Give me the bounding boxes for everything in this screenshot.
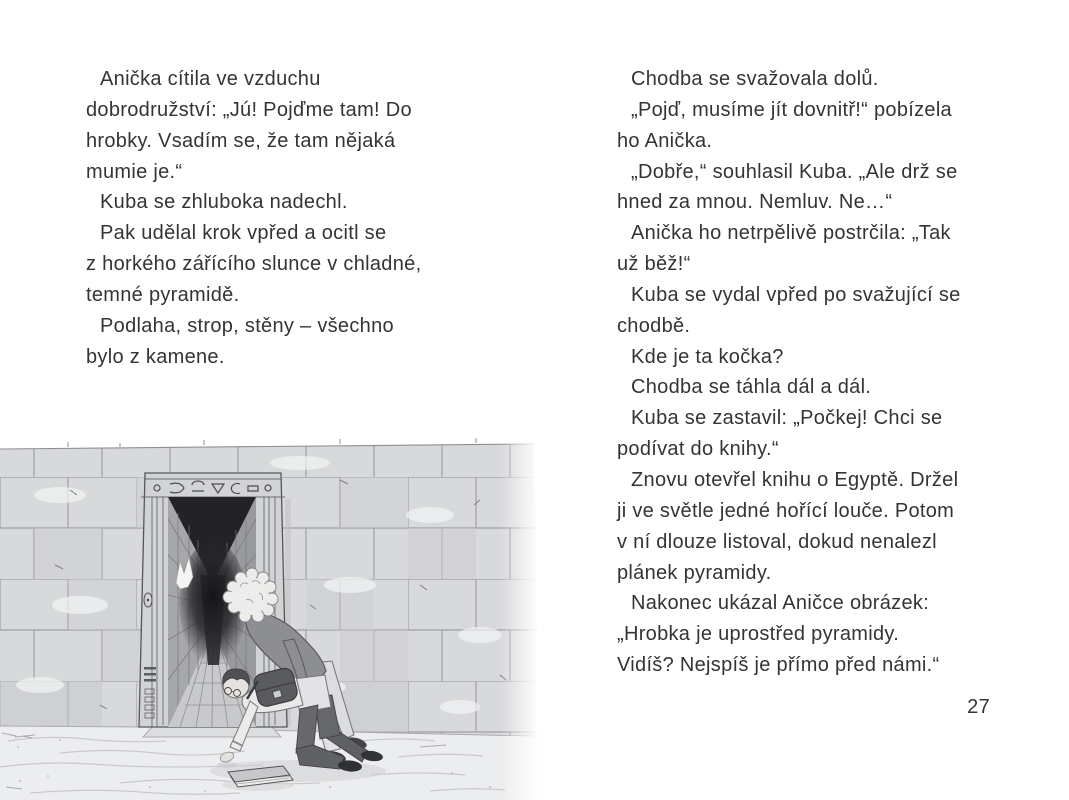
text-line: Kde je ta kočka? bbox=[631, 345, 784, 368]
text-line: Kuba se zhluboka nadechl. bbox=[100, 191, 348, 214]
text-line: už běž!“ bbox=[617, 253, 691, 276]
text-line: Podlaha, strop, stěny – všechno bbox=[100, 314, 394, 337]
text-line: ji ve světle jedné hořící louče. Potom bbox=[617, 499, 955, 522]
illustration-fade bbox=[500, 435, 540, 800]
text-line: chodbě. bbox=[617, 314, 691, 337]
text-line: bylo z kamene. bbox=[86, 345, 225, 368]
text-line: Pak udělal krok vpřed a ocitl se bbox=[100, 222, 387, 245]
text-line: v ní dlouze listoval, dokud nenalezl bbox=[617, 530, 937, 553]
text-line: plánek pyramidy. bbox=[617, 561, 772, 584]
left-text-column bbox=[86, 64, 556, 372]
text-line: mumie je.“ bbox=[86, 160, 183, 183]
text-line: Anička ho netrpělivě postrčila: „Tak bbox=[631, 222, 951, 245]
pyramid-illustration bbox=[0, 435, 540, 800]
text-line: Vidíš? Nejspíš je přímo před námi.“ bbox=[617, 654, 940, 677]
page-number: 27 bbox=[967, 696, 990, 718]
text-line: Anička cítila ve vzduchu bbox=[100, 68, 321, 90]
text-line: Znovu otevřel knihu o Egyptě. Držel bbox=[631, 468, 959, 491]
text-line: hrobky. Vsadím se, že tam nějaká bbox=[86, 129, 396, 152]
text-line: „Pojď, musíme jít dovnitř!“ pobízela bbox=[631, 98, 952, 121]
text-line: Chodba se svažovala dolů. bbox=[631, 68, 879, 90]
text-line: „Dobře,“ souhlasil Kuba. „Ale drž se bbox=[631, 160, 958, 183]
text-line: ho Anička. bbox=[617, 129, 713, 152]
right-text-column bbox=[617, 64, 997, 681]
text-line: hned za mnou. Nemluv. Ne…“ bbox=[617, 191, 893, 214]
text-line: Kuba se vydal vpřed po svažující se bbox=[631, 283, 961, 306]
text-line: temné pyramidě. bbox=[86, 283, 240, 306]
text-line: dobrodružství: „Jú! Pojďme tam! Do bbox=[86, 98, 412, 121]
text-line: „Hrobka je uprostřed pyramidy. bbox=[617, 623, 900, 646]
text-line: Kuba se zastavil: „Počkej! Chci se bbox=[631, 407, 943, 430]
text-line: Chodba se táhla dál a dál. bbox=[631, 376, 872, 399]
threshold bbox=[143, 727, 281, 737]
text-line: podívat do knihy.“ bbox=[617, 438, 779, 461]
text-line: Nakonec ukázal Aničce obrázek: bbox=[631, 592, 930, 615]
text-line: z horkého zářícího slunce v chladné, bbox=[86, 253, 422, 276]
